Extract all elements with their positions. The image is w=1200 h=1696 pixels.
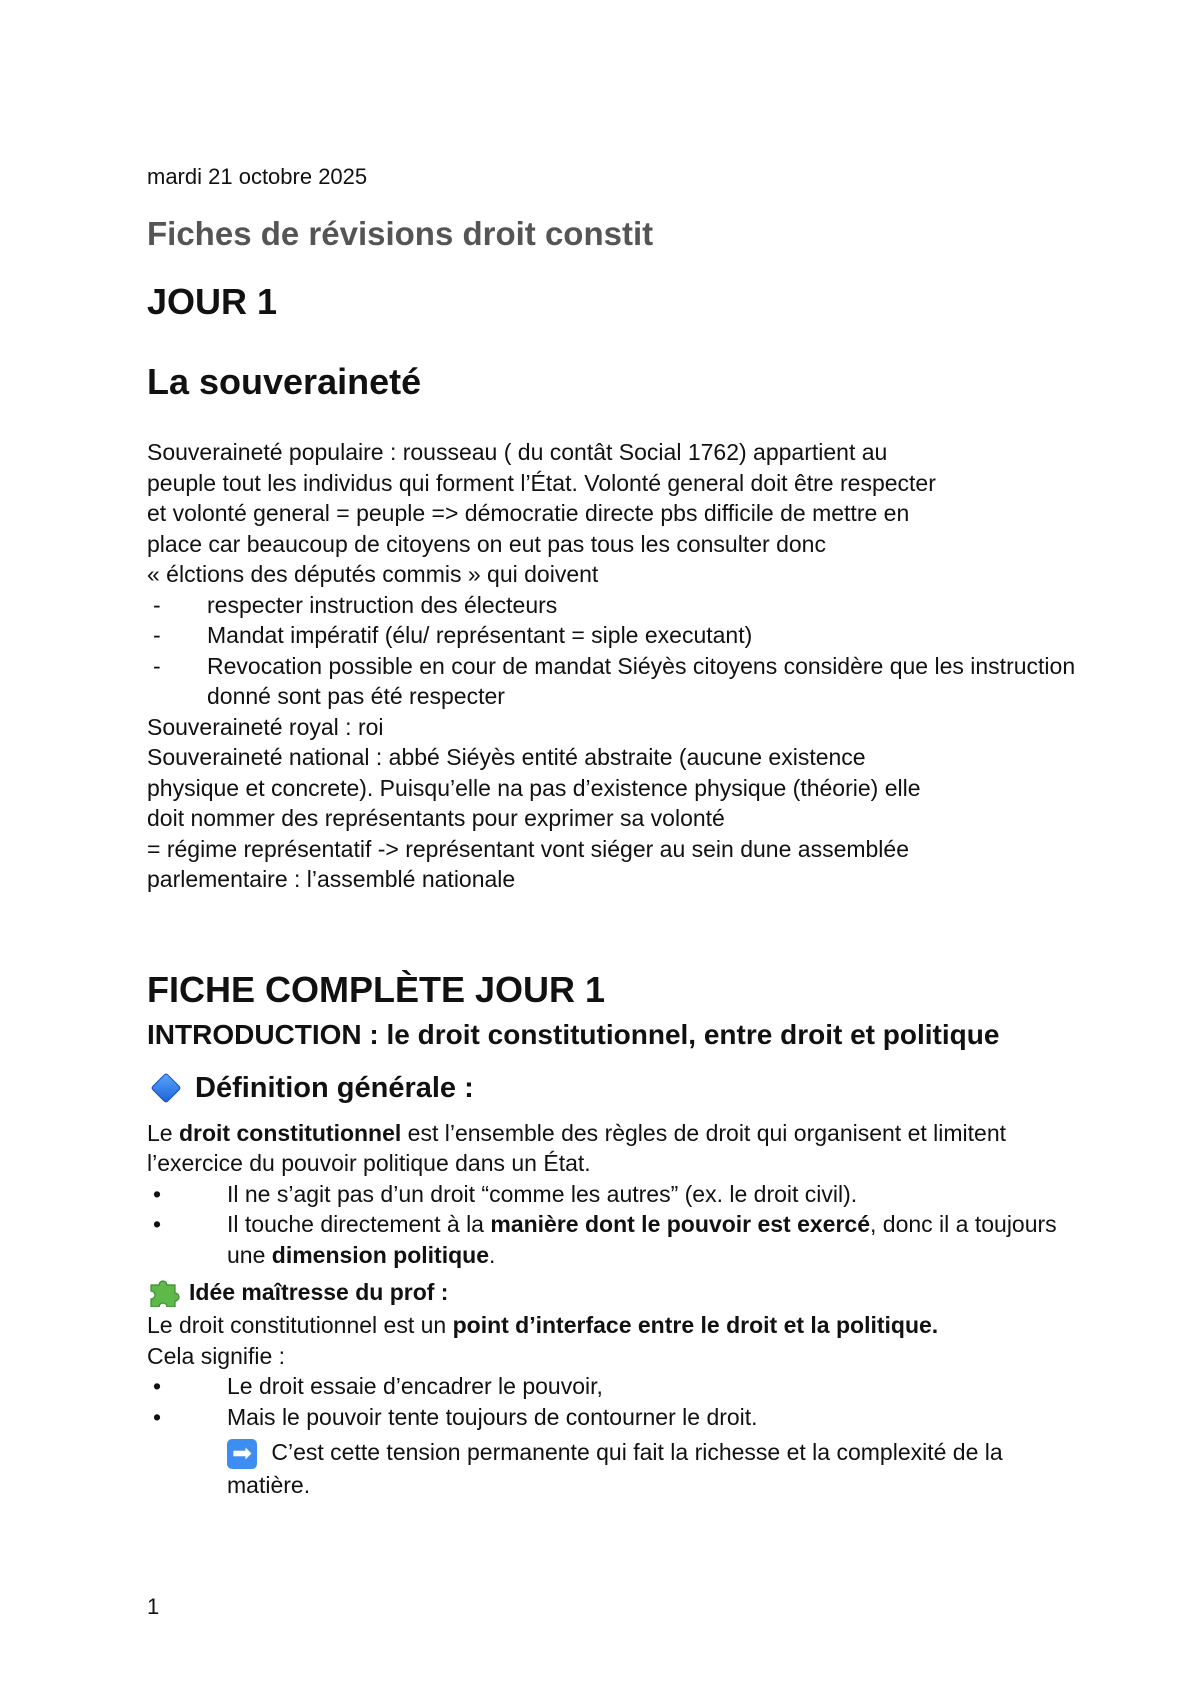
dash-marker: - bbox=[153, 652, 161, 679]
text-span: . bbox=[489, 1241, 496, 1268]
definition-section bbox=[147, 1118, 1077, 1271]
list-item bbox=[147, 1371, 1077, 1402]
right-arrow-icon: ➡ bbox=[227, 1439, 257, 1469]
bullet-marker: • bbox=[153, 1180, 162, 1207]
definition-paragraph bbox=[147, 1118, 1077, 1179]
list-item-text: Mais le pouvoir tente toujours de contourner le droit. bbox=[227, 1403, 758, 1430]
list-item bbox=[147, 620, 1077, 651]
list-item-text: Le droit essaie d’encadrer le pouvoir, bbox=[227, 1373, 603, 1399]
arrow-note bbox=[147, 1436, 1077, 1502]
list-item-text: Il ne s’agit pas d’un droit “comme les autres” (ex. le droit civil). bbox=[227, 1180, 858, 1207]
bold-span: dimension politique bbox=[271, 1241, 489, 1268]
dash-list bbox=[147, 590, 1077, 712]
heading-jour-1: JOUR 1 bbox=[147, 281, 278, 322]
puzzle-icon-graphic bbox=[147, 1277, 181, 1307]
note-date: mardi 21 octobre 2025 bbox=[147, 164, 368, 189]
text-span: , donc il a toujours une bbox=[227, 1211, 1057, 1268]
bullet-marker: • bbox=[153, 1403, 162, 1430]
heading-souverainete: La souveraineté bbox=[147, 361, 422, 402]
bullet-list bbox=[147, 1371, 1077, 1432]
text-line: Souveraineté royal : roi bbox=[147, 713, 384, 740]
list-item bbox=[147, 1402, 1077, 1433]
dash-marker: - bbox=[153, 622, 161, 648]
document-title: Fiches de révisions droit constit bbox=[147, 215, 654, 252]
bullet-marker: • bbox=[153, 1211, 162, 1237]
list-item-text: Mandat impératif (élu/ représentant = siple executant) bbox=[207, 622, 753, 648]
text-span: Il touche directement à la bbox=[227, 1211, 491, 1237]
text-line: Cela signifie : bbox=[147, 1342, 286, 1369]
list-item bbox=[147, 1179, 1077, 1210]
text-line: doit nommer des représentants pour exprimer sa volonté bbox=[147, 805, 725, 831]
arrow-note-text: C’est cette tension permanente qui fait la richesse et la complexité de la matière. bbox=[227, 1439, 1003, 1498]
list-item bbox=[147, 590, 1077, 621]
text-line: Souveraineté national : abbé Siéyès entité abstraite (aucune existence bbox=[147, 744, 866, 770]
text-line: Souveraineté populaire : rousseau ( du contât Social 1762) appartient au bbox=[147, 439, 888, 465]
text-line: et volonté general = peuple => démocratie directe pbs difficile de mettre en bbox=[147, 500, 910, 526]
idee-section bbox=[147, 1310, 1077, 1502]
page-content bbox=[147, 157, 1077, 1502]
idee-paragraph bbox=[147, 1310, 1077, 1341]
definition-heading-text: Définition générale : bbox=[195, 1071, 474, 1104]
text-line: physique et concrete). Puisqu’elle na pas d’existence physique (théorie) elle bbox=[147, 774, 921, 801]
bold-span: manière dont le pouvoir est exercé bbox=[490, 1211, 871, 1237]
list-item-text: Revocation possible en cour de mandat Siéyès citoyens considère que les instruction donné sont pas été respecter bbox=[207, 652, 1076, 709]
text-line: place car beaucoup de citoyens on eut pas tous les consulter donc bbox=[147, 530, 826, 557]
idee-heading-text: Idée maîtresse du prof : bbox=[189, 1279, 449, 1305]
list-item bbox=[147, 1209, 1077, 1270]
blue-diamond-icon bbox=[150, 1072, 181, 1103]
puzzle-icon bbox=[147, 1277, 181, 1307]
page-number: 1 bbox=[147, 1594, 160, 1619]
text-span: Le droit constitutionnel est un bbox=[147, 1312, 453, 1338]
souverainete-section bbox=[147, 437, 1077, 895]
list-item bbox=[147, 651, 1077, 712]
text-span: est l’ensemble des règles de droit qui organisent et limitent l’exercice du pouvoir politique dans un État. bbox=[147, 1119, 1007, 1176]
bullet-list bbox=[147, 1179, 1077, 1271]
bold-span: droit constitutionnel bbox=[178, 1119, 402, 1146]
dash-marker: - bbox=[153, 591, 161, 618]
text-line: parlementaire : l’assemblé nationale bbox=[147, 866, 516, 892]
text-line: « élctions des députés commis » qui doivent bbox=[147, 561, 599, 587]
bold-span: point d’interface entre le droit et la politique. bbox=[452, 1312, 939, 1338]
definition-heading bbox=[147, 1066, 1077, 1110]
text-line: peuple tout les individus qui forment l’État. Volonté general doit être respecter bbox=[147, 469, 936, 496]
heading-fiche-complete: FICHE COMPLÈTE JOUR 1 bbox=[147, 968, 606, 1010]
text-line: = régime représentatif -> représentant vont siéger au sein dune assemblée bbox=[147, 835, 909, 862]
list-item-text: respecter instruction des électeurs bbox=[207, 591, 558, 618]
idee-heading bbox=[147, 1274, 1077, 1310]
text-span: Le bbox=[147, 1119, 179, 1146]
heading-introduction: INTRODUCTION : le droit constitutionnel, entre droit et politique bbox=[147, 1018, 1000, 1050]
bullet-marker: • bbox=[153, 1373, 162, 1399]
